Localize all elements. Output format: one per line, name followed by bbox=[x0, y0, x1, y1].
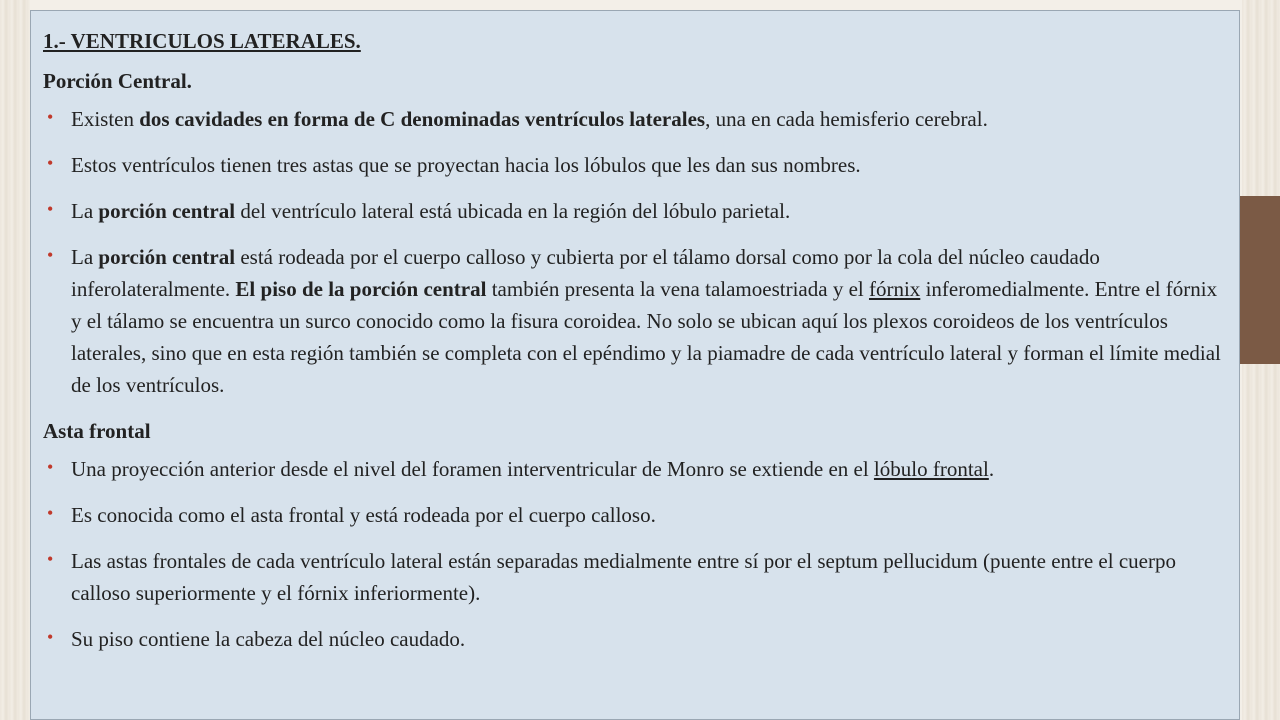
bullet-icon: • bbox=[47, 107, 54, 127]
section-heading-frontal: Asta frontal bbox=[43, 419, 151, 443]
section-heading-central: Porción Central. bbox=[43, 69, 192, 93]
underlined-text: fórnix bbox=[868, 277, 921, 301]
list-item bbox=[43, 103, 1223, 135]
bullet-icon: • bbox=[47, 627, 54, 647]
list-item bbox=[43, 195, 1223, 227]
text-segment: está rodeada por el cuerpo calloso y cubierta por el tálamo dorsal como por la cola del núcleo caudado inferolateralmente. bbox=[71, 245, 1100, 301]
list-item bbox=[43, 453, 1223, 485]
bullet-icon: • bbox=[47, 153, 54, 173]
text-segment: Las astas frontales de cada ventrículo lateral están separadas medialmente entre sí por el septum pellucidum (puente entre el cuerpo calloso superiormente y el fórnix inferiormente). bbox=[71, 549, 1176, 605]
text-segment: Su piso contiene la cabeza del núcleo caudado. bbox=[71, 627, 466, 651]
bullet-icon: • bbox=[47, 457, 54, 477]
text-segment: La bbox=[71, 199, 99, 223]
text-segment: del ventrículo lateral está ubicada en la región del lóbulo parietal. bbox=[235, 199, 791, 223]
bold-text: porción central bbox=[98, 245, 236, 269]
frontal-bullet-list bbox=[43, 453, 1223, 655]
central-bullet-list bbox=[43, 103, 1223, 401]
list-item bbox=[43, 241, 1223, 401]
slide-title: 1.- VENTRICULOS LATERALES. bbox=[43, 29, 361, 53]
left-wood-background bbox=[0, 0, 30, 720]
text-segment: , una en cada hemisferio cerebral. bbox=[705, 107, 988, 131]
bullet-icon: • bbox=[47, 199, 54, 219]
bold-text: porción central bbox=[98, 199, 236, 223]
bold-text: El piso de la porción central bbox=[235, 277, 487, 301]
text-segment: . bbox=[988, 457, 995, 481]
text-segment: La bbox=[71, 245, 99, 269]
content-panel bbox=[30, 10, 1240, 720]
text-segment: Existen bbox=[71, 107, 140, 131]
text-segment: inferomedialmente. Entre el fórnix y el tálamo se encuentra un surco conocido como la fisura coroidea. No solo se ubican aquí los plexos coroideos de los ventrículos laterales, sino que en esta región también se completa con el epéndimo y la piamadre de cada ventrículo lateral y forman el límite medial de los ventrículos. bbox=[71, 277, 1221, 397]
list-item bbox=[43, 623, 1223, 655]
bullet-icon: • bbox=[47, 549, 54, 569]
text-segment: Estos ventrículos tienen tres astas que se proyectan hacia los lóbulos que les dan sus nombres. bbox=[71, 153, 861, 177]
text-segment: Una proyección anterior desde el nivel del foramen interventricular de Monro se extiende en el bbox=[71, 457, 874, 481]
list-item bbox=[43, 545, 1223, 609]
list-item bbox=[43, 499, 1223, 531]
bold-text: dos cavidades en forma de C denominadas ventrículos laterales bbox=[139, 107, 706, 131]
text-segment: Es conocida como el asta frontal y está rodeada por el cuerpo calloso. bbox=[71, 503, 656, 527]
accent-bar bbox=[1240, 196, 1280, 364]
list-item bbox=[43, 149, 1223, 181]
bullet-icon: • bbox=[47, 503, 54, 523]
underlined-text: lóbulo frontal bbox=[873, 457, 989, 481]
bullet-icon: • bbox=[47, 245, 54, 265]
text-segment: también presenta la vena talamoestriada y el bbox=[486, 277, 869, 301]
